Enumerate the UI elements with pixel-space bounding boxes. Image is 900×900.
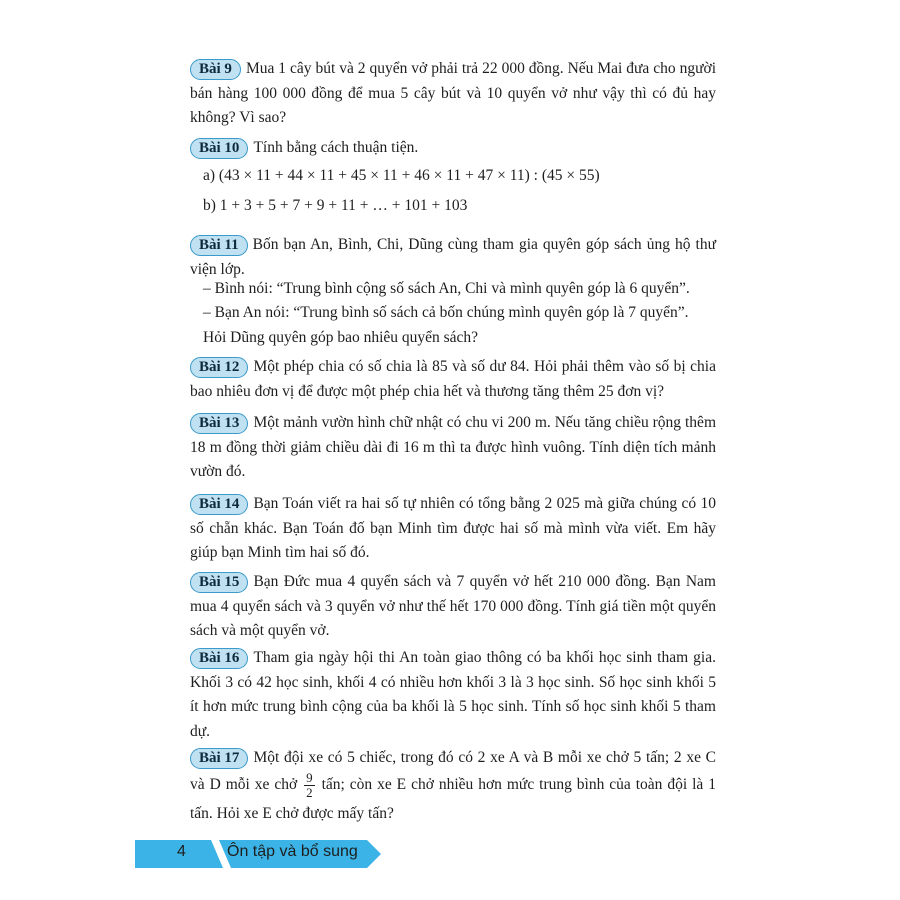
fraction-denominator: 2 [306, 785, 313, 800]
problem-text: Tham gia ngày hội thi An toàn giao thông có ba khối học sinh tham gia. Khối 3 có 42 học sinh, khối 4 có nhiều hơn khối 3 là 3 học sinh. Số học sinh khối 5 ít hơn mức trung bình cộng của ba khối là 5 học sinh. Tính số học sinh khối 5 tham dự. [190, 649, 716, 740]
problem-text: Một đội xe có 5 chiếc, trong đó có 2 xe A và B mỗi xe chở 5 tấn; 2 xe C và D mỗi xe chở [190, 749, 716, 794]
problem-label: Bài 15 [190, 572, 248, 593]
problem-text: Một phép chia có số chia là 85 và số dư 84. Hỏi phải thêm vào số bị chia bao nhiêu đơn vị để được một phép chia hết và thương tăng thêm 25 đơn vị? [190, 358, 716, 400]
problem-17 [190, 744, 716, 827]
fraction-numerator: 9 [306, 770, 313, 785]
footer-section-title: Ôn tập và bổ sung [227, 843, 358, 860]
problem-label: Bài 17 [190, 748, 248, 769]
problem-10 [190, 136, 716, 161]
fraction [304, 771, 315, 800]
problem-12 [190, 355, 716, 404]
problem-text: Mua 1 cây bút và 2 quyển vở phải trả 22 000 đồng. Nếu Mai đưa cho người bán hàng 100 000 đồng để mua 5 cây bút và 10 quyển vở như vậy thì có đủ hay không? Vì sao? [190, 60, 716, 126]
problem-text: Bạn Đức mua 4 quyển sách và 7 quyển vở hết 210 000 đồng. Bạn Nam mua 4 quyển sách và 3 quyển vở như thế hết 170 000 đồng. Tính giá tiền một quyển sách và một quyển vở. [190, 573, 716, 639]
problem-14 [190, 492, 716, 566]
problem-label: Bài 16 [190, 648, 248, 669]
problem-16 [190, 646, 716, 744]
problem-label: Bài 14 [190, 494, 248, 515]
problem-10-part-a: a) (43 × 11 + 44 × 11 + 45 × 11 + 46 × 11 + 47 × 11) : (45 × 55) [203, 167, 600, 184]
problem-9 [190, 57, 716, 131]
problem-11-line-1: – Bình nói: “Trung bình cộng số sách An, Chi và mình quyên góp là 6 quyển”. [203, 280, 690, 297]
problem-13 [190, 411, 716, 485]
problem-label: Bài 9 [190, 59, 241, 80]
problem-11-line-2: – Bạn An nói: “Trung bình số sách cả bốn chúng mình quyên góp là 7 quyển”. [203, 304, 689, 321]
problem-text: Một mảnh vườn hình chữ nhật có chu vi 200 m. Nếu tăng chiều rộng thêm 18 m đồng thời giảm chiều dài đi 16 m thì ta được hình vuông. Tính diện tích mảnh vườn đó. [190, 414, 716, 480]
problem-text-continued: tấn; còn xe E chở nhiều hơn mức trung bình của toàn đội là 1 tấn. Hỏi xe E chở được mấy tấn? [190, 776, 717, 822]
problem-label: Bài 11 [190, 235, 248, 256]
problem-11 [190, 233, 716, 282]
problem-label: Bài 12 [190, 357, 248, 378]
problem-10-part-b: b) 1 + 3 + 5 + 7 + 9 + 11 + … + 101 + 103 [203, 197, 468, 214]
problem-text: Bốn bạn An, Bình, Chi, Dũng cùng tham gia quyên góp sách ủng hộ thư viện lớp. [190, 236, 716, 278]
page-footer [135, 840, 385, 868]
problem-11-question: Hỏi Dũng quyên góp bao nhiêu quyển sách? [203, 329, 479, 346]
problem-text: Bạn Toán viết ra hai số tự nhiên có tổng bằng 2 025 mà giữa chúng có 10 số chẵn khác. Bạn Toán đố bạn Minh tìm được hai số mà mình vừa viết. Em hãy giúp bạn Minh tìm hai số đó. [190, 495, 716, 561]
problem-label: Bài 10 [190, 138, 248, 159]
page-number: 4 [177, 843, 186, 860]
problem-15 [190, 570, 716, 644]
problem-label: Bài 13 [190, 413, 248, 434]
problem-text: Tính bằng cách thuận tiện. [253, 139, 419, 156]
